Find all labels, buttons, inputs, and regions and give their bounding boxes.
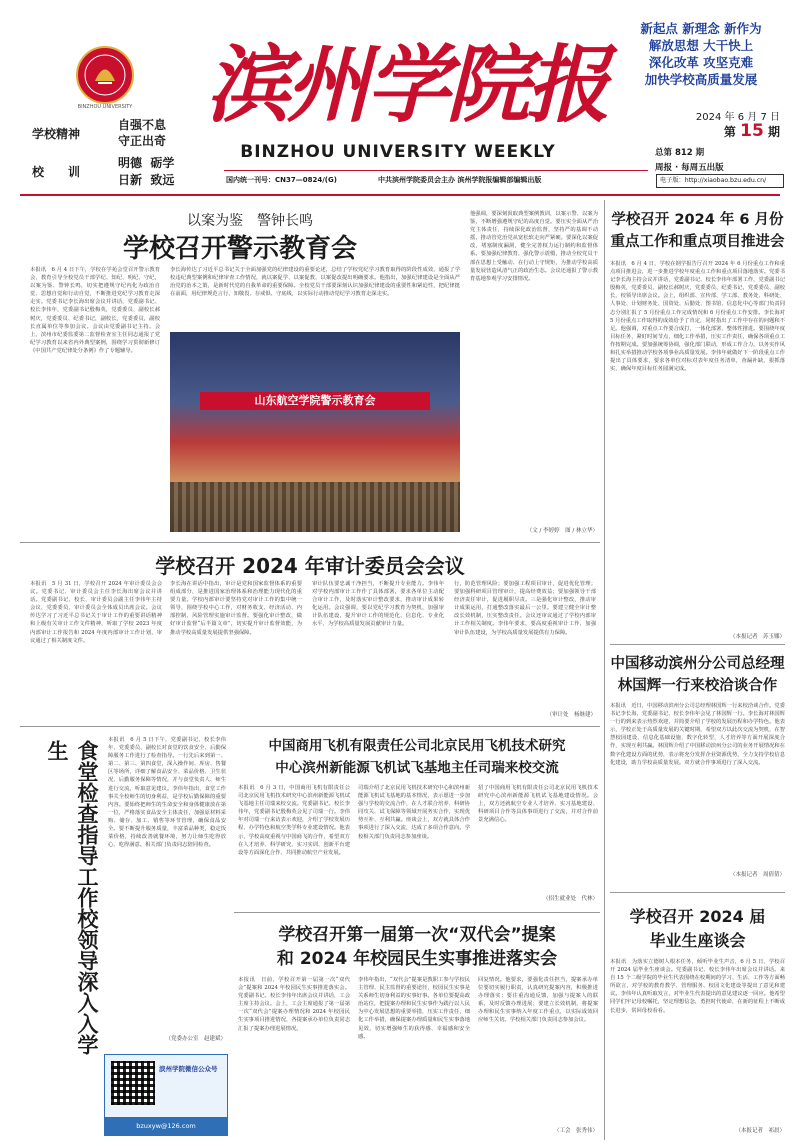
- aircraft-title-2: 中心滨州新能源飞机试飞基地主任司瑞来校交流: [275, 760, 559, 776]
- mobile-body: 本报讯 近日，中国移动滨州分公司总经理林国辉一行来校洽谈合作。党委书记李长海，党委副书记、校长李伟年会见了林国辉一行。李长海对林国辉一行的到来表示热烈欢迎，并简要介绍了学校的发展历程和办学特色。他表示，学校正处于高质量发展的关键时期，希望双方以此次交流为契机，在智慧校园建设、信息化基础设施、数字化转型、人才培养等方面开展深度合作，实现互利共赢。林国辉介绍了中国移动滨州分公司的业务开展情况和在数字化建设方面的优势，表示将充分发挥企业资源优势，全力支持学校信息化建设，助力学校高质量发展。双方就合作事项进行了深入交流。: [610, 703, 785, 766]
- masthead: [0, 0, 800, 208]
- audit-col-1: 本报讯 5 月 31 日，学校召开 2024 年审计委员会会议。党委书记、审计委员会主任李长海出席会议并讲话。党委副书记、校长、审计委员会副主任李伟年主持会议，党委委员、审计委员会全体成员出席会议。会议传达学习了习近平总书记关于审计工作的重要讲话精神和上级有关审计工作文件精神，听取了学校 2023 年度内部审计工作报告和 2024 年度内部审计工作计划，审议通过了相关制度文件。: [30, 581, 162, 644]
- warning-photo: [170, 332, 460, 532]
- logo-caption: BINZHOU UNIVERSITY: [77, 104, 133, 110]
- newspaper-subtitle: BINZHOU UNIVERSITY WEEKLY: [240, 142, 556, 162]
- qr-code: [111, 1061, 155, 1105]
- aircraft-title-1: 中国商用飞机有限责任公司北京民用飞机技术研究: [268, 738, 566, 754]
- audit-col-4: 行，防范管理风险；要加强工程项目审计，促进优化管理；要加强科研项目管理审计，提高经费效益；要加强领导干部经济责任审计，促进履职尽责。三是强化审计整改，推动审计成果运用，打通整改落实最后一公里。要建立健全审计整改长效机制，压实整改责任。会议还审议通过了学校内部审计工作相关制度。李伟年要求，要高度重视审计工作，加强审计队伍建设，为学校高质量发展提供有力保障。: [454, 581, 596, 636]
- issue-number: [640, 121, 780, 141]
- canteen-body: 本报讯 6 月 5 日下午，党委副书记、校长李伟年，党委委员、副校长对食堂的饮食安全、后勤保障服务工作进行了检查指导。一行先后来到第一、第二、第三、第四食堂，深入操作间、库房、售餐区等场所，详细了解食品安全、菜品价格、卫生状况、后勤服务保障等情况，并与食堂负责人、师生进行交流，听取意见建议。李伟年指出，食堂工作事关全校师生的切身利益，是学校后勤保障的重要内容。要始终把师生的生命安全和身体健康放在第一位，严格落实食品安全主体责任，加强原材料采购、储存、加工、销售等环节管理，确保食品安全。要不断提升服务质量，丰富菜品种类，稳定饭菜价格，持续改善就餐环境，努力让师生吃得放心、吃得满意。相关部门负责同志陪同检查。: [108, 737, 226, 849]
- proposal-byline: （工会 张秀伟）: [553, 1128, 598, 1134]
- masthead-rule: [224, 170, 648, 171]
- issue-prefix: 第: [723, 125, 736, 139]
- warning-col-3: 他强调，要深刻汲取典型案例教训，以案示警、以案为鉴，不断增强遵规守纪的高度自觉。要压实全面从严治党主体责任，持续深化政治监督，坚持严的基调不动摇，推动管党治党从宽松软走向严紧硬。要深化以案促改，堵塞制度漏洞，健全完善权力运行制约和监督体系。要加强纪律教育，强化警示震慑，推动全校党员干部在思想上受触动、在行动上守规矩，为推动学校高质量发展营造风清气正的政治生态。会议还通报了警示教育基地参观学习安排情况。: [470, 211, 598, 282]
- mobile-title-1: 中国移动滨州分公司总经理: [610, 656, 785, 672]
- key-work-title-1: 学校召开 2024 年 6 月份: [611, 212, 784, 228]
- wechat-url[interactable]: bzuxyw@126.com: [105, 1117, 227, 1135]
- graduates-title-1: 学校召开 2024 届: [629, 907, 766, 926]
- canteen-byline: （党委办公室 赵建斌）: [165, 1036, 226, 1042]
- issue-date: 2024 年 6 月 7 日: [695, 112, 780, 123]
- wechat-label: 滨州学院微信公众号: [159, 1065, 218, 1073]
- mobile-byline: （本报记者 周倩倩）: [729, 872, 785, 878]
- warning-byline: （文 / 李婷婷 图 / 林立华）: [526, 528, 598, 534]
- proposal-col-3: 回复情况。他要求，要强化责任担当，提案承办单位要切实履行职责，认真研究提案内容，积极推进办理落实；要注重沟通反馈，加强与提案人的联系，及时反馈办理进展；要建立长效机制，将提案办理和民生实事纳入年度工作重点，以实际成效回应师生关切。学校相关部门负责同志参加会议。: [478, 977, 598, 1024]
- article-canteen: [20, 730, 230, 1140]
- school-motto-line-1: 明德 砺学: [118, 156, 175, 170]
- publisher: 中共滨州学院委员会主办 滨州学院报编辑部编辑出版: [378, 176, 542, 184]
- article-aircraft: [234, 730, 600, 910]
- graduates-body: 本报讯 为落实立德树人根本任务，倾听毕业生声音，6 月 5 日，学校召开 2024 届毕业生座谈会。党委副书记、校长李伟年出席会议并讲话。来自 15 个二级学院的毕业生代表围绕在校期间的学习、生活、工作等方面畅所欲言，对学校的教育教学、管理服务、校园文化建设等提出了意见和建议。李伟年认真听取发言，对毕业生代表提出的意见建议逐一回应。他希望同学们牢记母校嘱托，坚定理想信念，勇担时代使命，在新的征程上不断成长进步，常回母校看看。: [610, 959, 785, 1014]
- aircraft-byline: （招生就业处 代林）: [542, 896, 598, 902]
- article-proposal: [234, 916, 600, 1140]
- aircraft-col-2: 司瑞介绍了北京民用飞机技术研究中心和滨州新能源飞机试飞基地的基本情况，表示愿进一步加强与学校的交流合作，在人才联合培养、科研协同攻关、试飞保障等领域开展务实合作，实现优势互补、互利共赢。座谈会上，双方就具体合作事项进行了深入交流，达成了多项合作意向。学校相关部门负责同志参加座谈。: [358, 785, 470, 840]
- school-motto-label: 校 训: [32, 165, 81, 179]
- slogan-line-4: 加快学校高质量发展: [644, 72, 758, 87]
- logo-emblem-icon: [78, 48, 132, 102]
- wechat-ad: [104, 1054, 228, 1136]
- audit-col-2: 李长海在讲话中指出，审计是党和国家监督体系的重要组成部分，是推进国家治理体系和治理能力现代化的重要力量。学校内部审计要坚持党对审计工作的集中统一领导，围绕学校中心工作，对财务收支、经济活动、内部控制、风险管理实施审计监督。要强化审计整改，做好审计监督“后半篇文章”，切实提升审计监督效能，为推动学校高质量发展提供坚强保障。: [170, 581, 302, 636]
- warning-title: 学校召开警示教育会: [122, 234, 357, 264]
- total-issue: 总第 812 期: [655, 148, 705, 158]
- audit-col-3: 审计队伍要忠诚干净担当，不断提升专业能力。李伟年对学校内部审计工作作了具体部署，要求各单位主动配合审计工作，及时落实审计整改要求，推动审计成果转化运用。会议强调，要以党纪学习教育为契机，加强审计队伍建设，提升审计工作的规范化、信息化、专业化水平，为学校高质量发展贡献审计力量。: [312, 581, 444, 628]
- graduates-byline: （本报记者 祁晨）: [735, 1128, 785, 1134]
- photo-audience: [170, 482, 460, 532]
- canteen-divider: [20, 726, 600, 727]
- issue-suffix: 期: [767, 125, 780, 139]
- spirit-line-1: 自强不息: [118, 118, 167, 132]
- frequency: 周报 · 每周五出版: [655, 163, 724, 173]
- aircraft-col-1: 本报讯 6 月 3 日，中国商用飞机有限责任公司北京民用飞机技术研究中心滨州新能源飞机试飞基地主任司瑞来校交流。党委副书记、校长李伟年，党委副书记殷梅英会见了司瑞一行。李伟年对司瑞一行来访表示欢迎，介绍了学校发展历程、办学特色和航空类学科专业建设情况。他表示，学校高度重视与中国商飞的合作，希望双方在人才培养、科学研究、实习实训、创新平台建设等方面深化合作，共同推动航空产业发展。: [238, 785, 350, 856]
- mobile-divider: [610, 644, 785, 645]
- canteen-title: 食堂检查指导工作校领导深入入学生: [45, 740, 99, 1055]
- newspaper-title: 滨州学院报: [206, 35, 607, 134]
- proposal-title-1: 学校召开第一届第一次“双代会”提案: [278, 925, 556, 945]
- top-divider: [20, 194, 780, 196]
- spirit-line-2: 守正出奇: [118, 134, 167, 148]
- article-warning: [20, 200, 600, 540]
- proposal-title-2: 和 2024 年校园民生实事推进落实会: [276, 949, 558, 969]
- warning-col-1: 本报讯 6 月 4 日下午，学校在学苑会堂召开警示教育会，教育引导全校党员干部学纪、知纪、明纪、守纪，以案为鉴、警钟长鸣，切实把遵规守纪内化为政治自觉、思想自觉和行动自觉，不断推进党纪学习教育走深走实。党委书记李长海出席会议并讲话，党委副书记、校长李伟年，党委副书记殷梅英，党委委员、副校长郝树庆，党委委员、纪委书记，副校长，党委委员，副校长直属单位等参加会议。会议由党委副书记主持。会上，滨州市纪委监委第二监督检查室主任同志通报了党纪学习教育以来省内外典型案例，围绕学习贯彻新修订《中国共产党纪律处分条例》作了专题辅导。: [30, 267, 160, 354]
- email-box[interactable]: 电子版：http://xiaobao.bzu.edu.cn/: [656, 174, 784, 188]
- university-logo: [76, 46, 134, 104]
- audit-divider: [20, 542, 600, 543]
- warning-kicker: 以案为鉴 警钟长鸣: [187, 213, 313, 229]
- slogan-line-2: 解放思想 大干快上: [648, 38, 754, 53]
- issue-no: 15: [740, 121, 764, 141]
- photo-banner: 山东航空学院警示教育会: [200, 392, 430, 410]
- school-motto-line-2: 日新 致远: [118, 173, 175, 187]
- audit-byline: （审计处 杨继建）: [546, 712, 596, 718]
- key-work-byline: （本报记者 苏玉娜）: [729, 634, 785, 640]
- article-mobile: [610, 648, 785, 888]
- aircraft-col-3: 招了中国商用飞机有限责任公司北京民用飞机技术研究中心滨州新能源飞机试飞基地建设情况。会上，双方还就航空专业人才培养、实习基地建设、科研项目合作等具体事项进行了交流，并对合作前景充满信心。: [478, 785, 598, 824]
- warning-col-2-top: 李长海传达了习近平总书记关于全面加强党的纪律建设的重要论述，总结了学校党纪学习教育取得的阶段性成效，通报了学校违纪典型案例和纪律审查工作情况，就以案促学、以案促教、以案促改提出明确要求。他指出，加强纪律建设是全面从严治党的治本之策，是新时代党的自我革命的重要保障。全校党员干部要深刻认识加强纪律建设的重要性和紧迫性，把纪律挺在前面，用纪律规范言行，知敬畏、存戒惧、守底线，以实际行动推动党纪学习教育走深走实。: [170, 267, 460, 298]
- proposal-col-2: 李伟年指出，“双代会”提案是教职工参与学校民主管理、民主监督的重要途径，校园民生实事是关系师生切身利益的实事好事。各单位要提高政治站位，把提案办理和民生实事作为践行以人民为中心发展思想的重要举措，压实工作责任，细化工作举措，确保提案办理质量和民生实事落地见效，切实增强师生的获得感、幸福感和安全感。: [358, 977, 470, 1040]
- proposal-divider: [234, 912, 600, 913]
- slogan-line-1: 新起点 新理念 新作为: [640, 21, 762, 36]
- key-work-title-2: 重点工作和重点项目推进会: [610, 234, 785, 250]
- slogan-box: [620, 20, 782, 104]
- slogan-line-3: 深化改革 攻坚克难: [648, 55, 754, 70]
- article-key-work: [610, 200, 785, 640]
- spirit-label: 学校精神: [32, 127, 81, 141]
- article-graduates: [610, 896, 785, 1140]
- mobile-title-2: 林国辉一行来校洽谈合作: [617, 678, 778, 694]
- proposal-col-1: 本报讯 日前，学校召开第一届第一次“双代会”提案和 2024 年校园民生实事推进落实会。党委副书记、校长李伟年出席会议并讲话，工会主席主持会议。会上，工会主席通报了第一届第一次“双代会”提案办理情况和 2024 年校园民生实事项目推进情况，各提案承办单位负责同志汇报了提案办理进展情况。: [238, 977, 350, 1032]
- key-work-body: 本报讯 6 月 4 日，学校在钢学报告厅召开 2024 年 6 月份重点工作和重点项目推进会，进一步推进学校年度重点工作和重点项目落地落实。党委书记李长海主持会议并讲话，党委副书记、校长李伟年部署工作，党委副书记殷梅英，党委委员、副校长郝树庆，党委委员、纪委书记，党委委员、副校长，校领导出席会议。会上，组织部、宣传部、学工部、教务处、科研处、人事处、计划财务处、国资处、后勤处、图书馆、信息化中心等部门负责同志分别汇报了 5 月份重点工作完成情况和 6 月份重点工作安排。李长海对 5 月份重点工作取得的成效给予了肯定，同时指出了工作中存在的问题和不足。他强调，对重点工作要合成打，一体化部署、整体性推进。要围绕年度目标任务，紧盯时间节点，细化工作举措，压实工作责任，确保各项重点工作按期完成。要加强统筹协调，强化部门联动，形成工作合力，以务实作风和扎实举措推动学校各项事业高质量发展。李伟年就做好下一阶段重点工作提出了具体要求，要求各单位对标对表年度任务清单，查漏补缺，狠抓落实，确保年度目标任务圆满完成。: [610, 261, 785, 373]
- audit-title: 学校召开 2024 年审计委员会会议: [155, 554, 465, 578]
- graduates-divider: [610, 892, 785, 893]
- article-audit: [20, 546, 600, 726]
- graduates-title-2: 毕业生座谈会: [649, 931, 746, 950]
- column-divider: [604, 200, 605, 1140]
- cn-number: 国内统一刊号：CN37—0824/(G): [226, 176, 337, 184]
